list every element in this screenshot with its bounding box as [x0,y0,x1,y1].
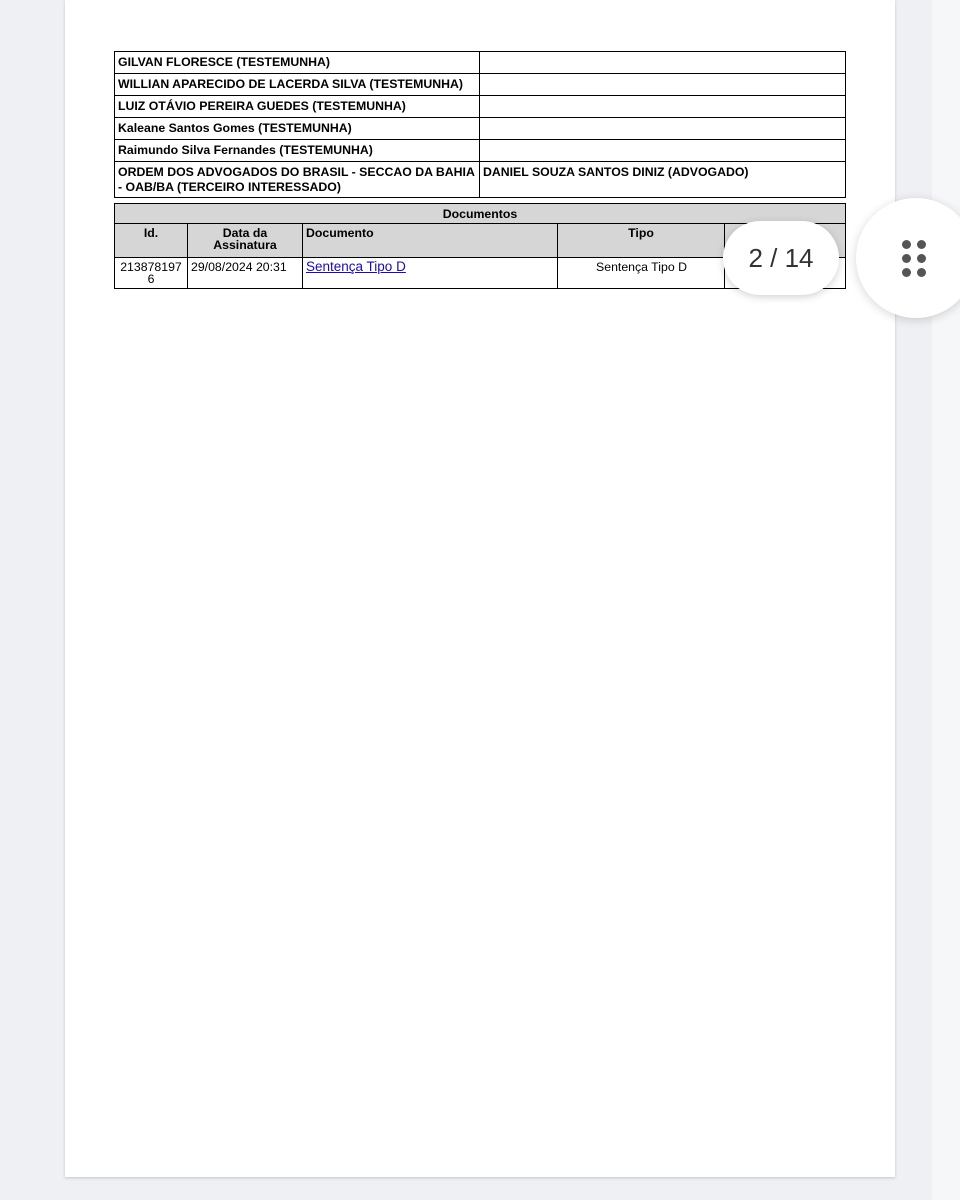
header-id: Id. [115,224,188,258]
party-representative [480,140,846,162]
party-row [115,140,846,162]
party-name: Kaleane Santos Gomes (TESTEMUNHA) [115,118,480,140]
document-link-cell [303,258,558,289]
document-date: 29/08/2024 20:31 [188,258,303,289]
document-id-cell [115,258,188,289]
party-name: ORDEM DOS ADVOGADOS DO BRASIL - SECCAO DA BAHIA - OAB/BA (TERCEIRO INTERESSADO) [115,162,480,198]
document-type: Sentença Tipo D [558,258,725,289]
party-row [115,96,846,118]
drag-handle-icon [902,240,928,278]
documents-caption: Documentos [115,204,846,224]
parties-table [114,51,846,198]
header-date: Data da Assinatura [188,224,303,258]
party-row [115,162,846,198]
party-representative [480,96,846,118]
party-representative: DANIEL SOUZA SANTOS DINIZ (ADVOGADO) [480,162,846,198]
party-representative [480,52,846,74]
party-row [115,74,846,96]
party-name: GILVAN FLORESCE (TESTEMUNHA) [115,52,480,74]
viewer-right-edge [932,0,960,1200]
document-id: 2138781976 [120,260,182,286]
party-row [115,118,846,140]
document-link[interactable]: Sentença Tipo D [306,259,406,274]
party-representative [480,118,846,140]
page-indicator: 2 / 14 [723,221,839,295]
party-name: LUIZ OTÁVIO PEREIRA GUEDES (TESTEMUNHA) [115,96,480,118]
header-document: Documento [303,224,558,258]
party-row [115,52,846,74]
party-name: Raimundo Silva Fernandes (TESTEMUNHA) [115,140,480,162]
party-name: WILLIAN APARECIDO DE LACERDA SILVA (TESTEMUNHA) [115,74,480,96]
documents-caption-row [115,204,846,224]
party-representative [480,74,846,96]
document-page [65,0,895,1177]
header-type: Tipo [558,224,725,258]
